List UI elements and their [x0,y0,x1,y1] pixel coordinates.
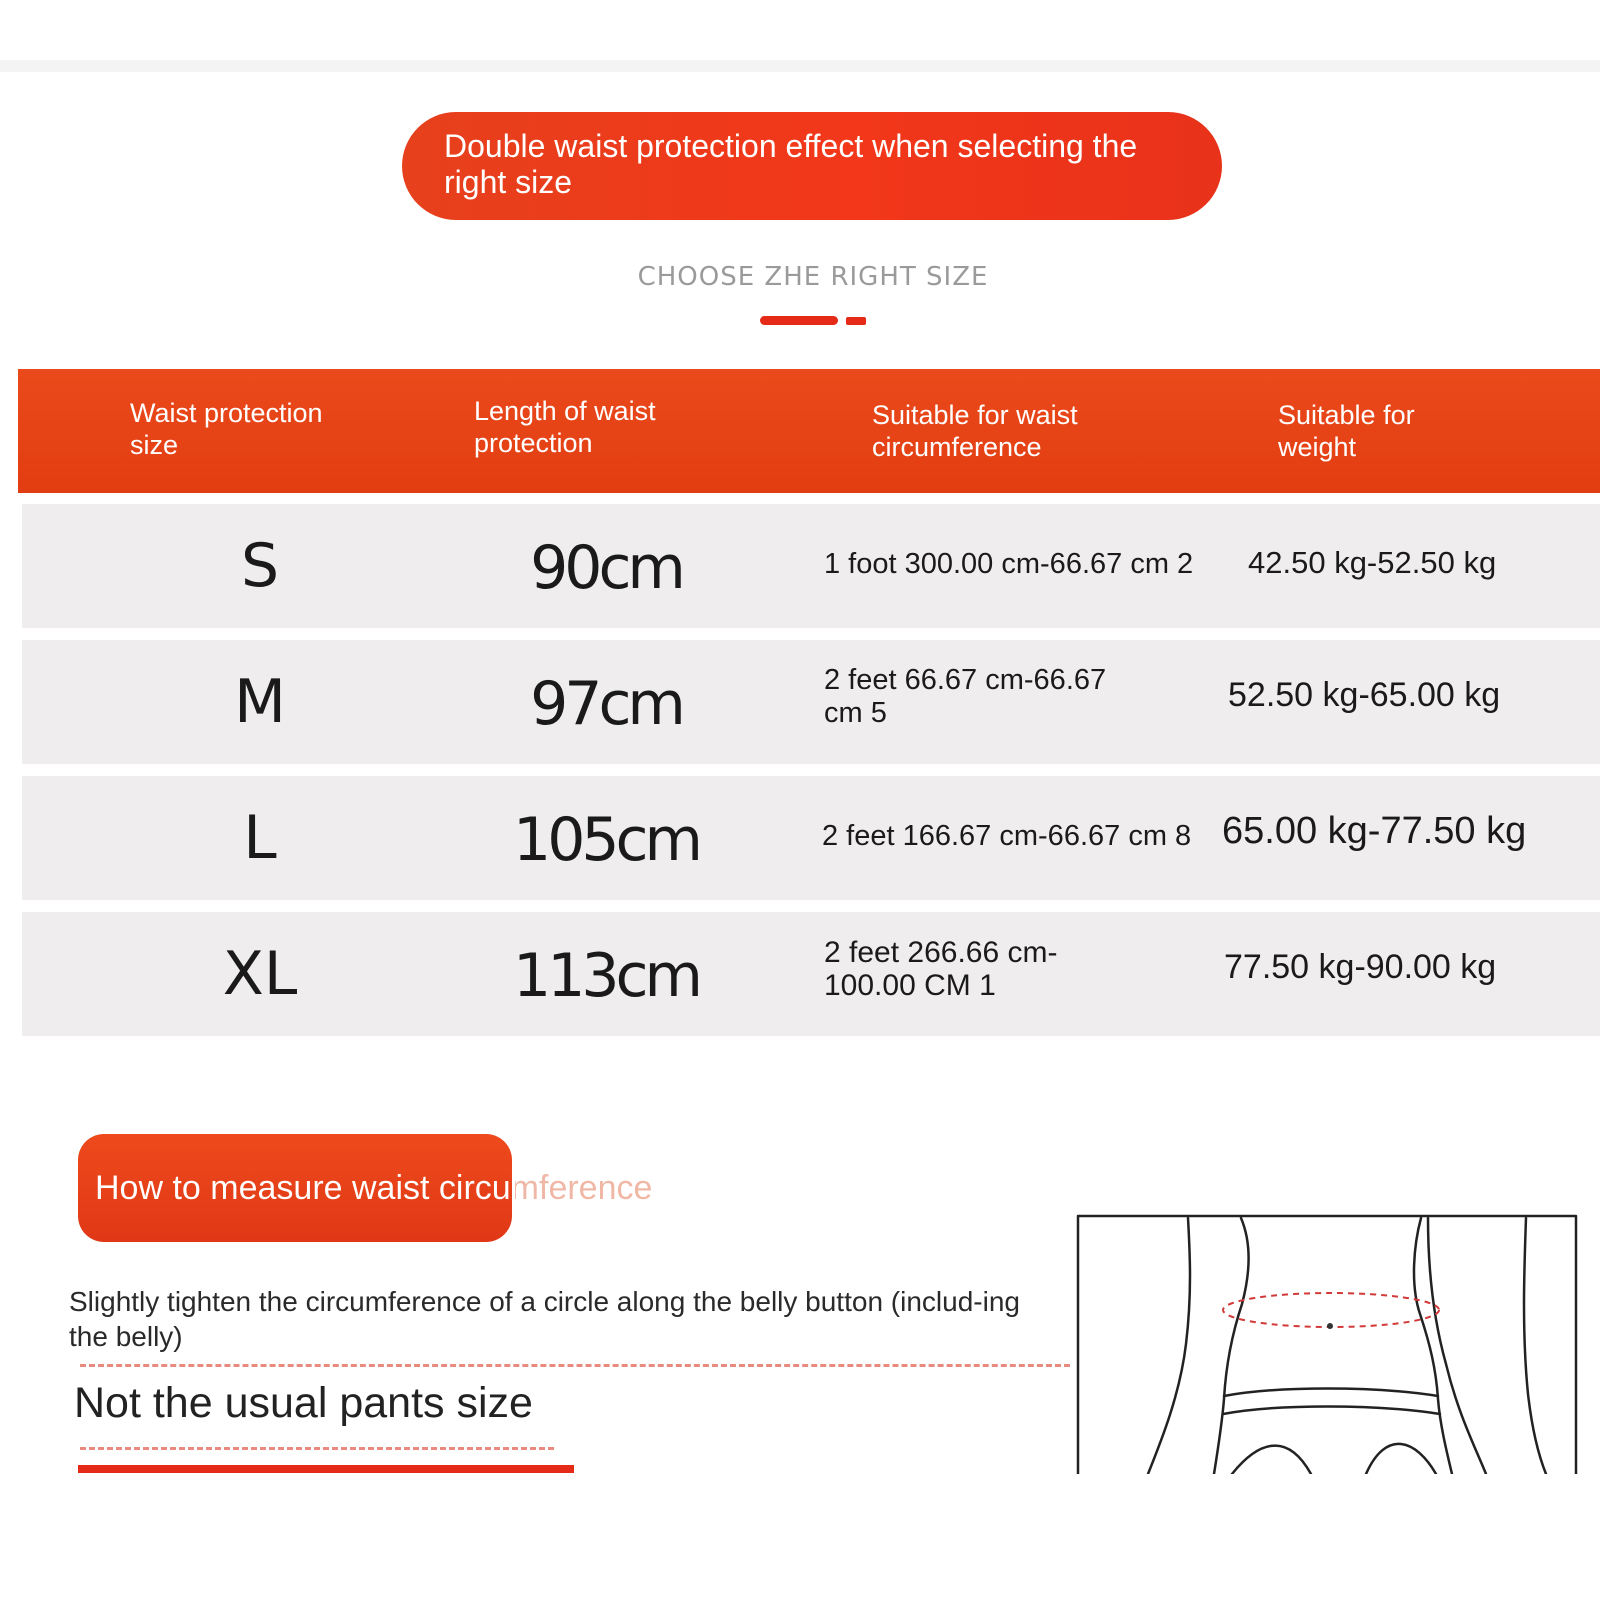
top-divider [0,60,1600,72]
subtitle-underline-long [760,316,838,325]
dashed-underline [80,1447,554,1450]
table-row [22,776,1600,900]
table-row [22,504,1600,628]
size-table-header [18,369,1600,493]
row-waist: 2 feet 266.66 cm-100.00 CM 1 [824,936,1058,1002]
measure-title-text: How to measure waist circumference [95,1169,653,1207]
row-length: 90cm [530,533,682,603]
header-size: Waist protection size [130,398,323,460]
measure-instruction: Slightly tighten the circumference of a circle along the belly button (includ-ing the belly) [69,1286,1020,1352]
header-waist: Suitable for waist circumference [872,400,1078,462]
measure-title [95,1168,652,1208]
header-length: Length of waist protection [474,396,656,458]
table-row [22,912,1600,1036]
row-weight: 52.50 kg-65.00 kg [1228,676,1501,714]
pants-size-note: Not the usual pants size [74,1379,533,1427]
row-waist: 2 feet 166.67 cm-66.67 cm 8 [822,820,1192,852]
row-size: M [234,667,286,737]
row-weight: 65.00 kg-77.50 kg [1222,810,1527,852]
row-waist: 1 foot 300.00 cm-66.67 cm 2 [824,548,1194,580]
row-waist: 2 feet 66.67 cm-66.67 cm 5 [824,664,1107,729]
row-size: XL [222,939,298,1009]
row-weight: 42.50 kg-52.50 kg [1248,545,1497,580]
section-subtitle: CHOOSE ZHE RIGHT SIZE [637,262,989,292]
dashed-divider [80,1364,1070,1367]
size-banner [402,112,1222,220]
waist-measure-illustration [1076,1214,1578,1474]
row-length: 97cm [530,669,682,739]
accent-underline [78,1465,574,1473]
row-length: 113cm [513,941,699,1011]
row-size: L [243,803,277,873]
header-weight: Suitable for weight [1278,400,1415,462]
banner-text: Double waist protection effect when selecting the right size [444,128,1138,200]
subtitle-underline-short [846,317,866,325]
table-row [22,640,1600,764]
row-weight: 77.50 kg-90.00 kg [1224,948,1497,986]
row-length: 105cm [513,805,699,875]
row-size: S [240,531,280,601]
